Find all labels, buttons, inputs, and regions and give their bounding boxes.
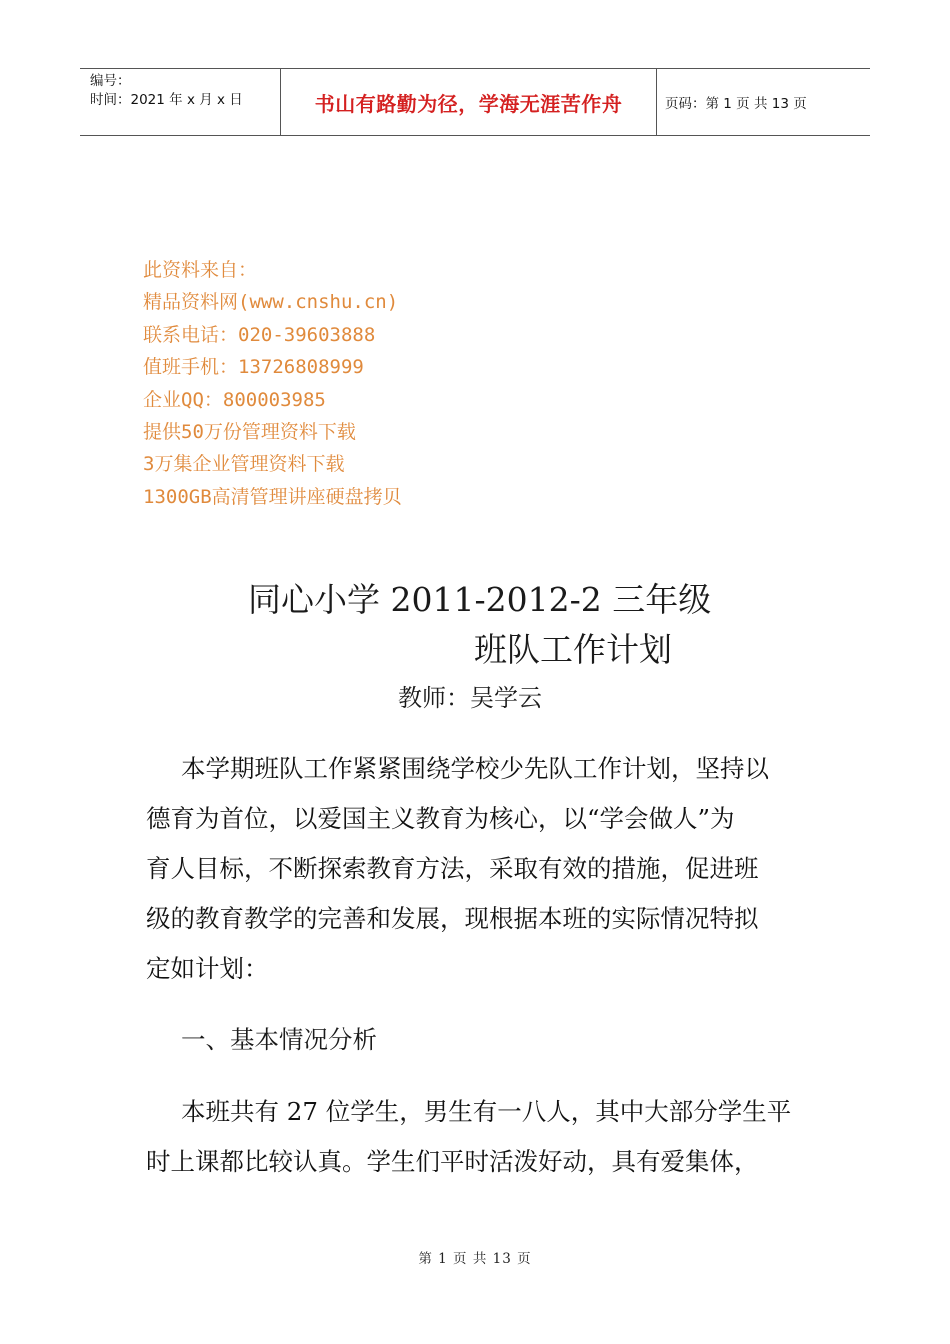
page-info: 页码：第 1 页 共 13 页 — [665, 96, 807, 112]
number-label: 编号： — [90, 73, 131, 89]
paragraph-line: 时上课都比较认真。学生们平时活泼好动，具有爱集体， — [146, 1147, 759, 1176]
source-info-block — [143, 254, 402, 513]
section-heading: 一、基本情况分析 — [181, 1025, 377, 1054]
info-line: 此资料来自： — [143, 259, 258, 281]
info-line: 3万集企业管理资料下载 — [143, 453, 345, 476]
page-footer: 第 1 页 共 13 页 — [418, 1251, 532, 1267]
motto-text: 书山有路勤为径，学海无涯苦作舟 — [314, 91, 623, 116]
paragraph-line: 德育为首位，以爱国主义教育为核心，以“学会做人”为 — [146, 804, 735, 833]
teacher-name: 教师：吴学云 — [398, 684, 542, 712]
paragraph-line: 本班共有 27 位学生，男生有一八人，其中大部分学生平 — [181, 1097, 792, 1126]
info-line: 值班手机：13726808999 — [143, 356, 364, 379]
paragraph-line: 育人目标，不断探索教育方法，采取有效的措施，促进班 — [146, 854, 759, 883]
analysis-paragraph — [146, 1087, 816, 1187]
info-line: 企业QQ：800003985 — [143, 388, 326, 411]
header-page-cell — [657, 69, 870, 135]
intro-paragraph — [146, 744, 816, 994]
document-title: 同心小学 2011-2012-2 三年级 — [248, 580, 712, 619]
info-line: 联系电话：020-39603888 — [143, 323, 376, 346]
paragraph-line: 级的教育教学的完善和发展，现根据本班的实际情况特拟 — [146, 904, 759, 933]
document-header — [80, 68, 870, 136]
info-line: 精品资料网(www.cnshu.cn) — [143, 291, 399, 314]
info-line: 提供50万份管理资料下载 — [143, 421, 356, 444]
paragraph-line: 本学期班队工作紧紧围绕学校少先队工作计划，坚持以 — [181, 754, 769, 783]
header-motto-cell — [281, 69, 657, 135]
document-subtitle: 班队工作计划 — [474, 630, 672, 669]
header-meta-cell — [80, 69, 281, 135]
time-label: 时间：2021 年 x 月 x 日 — [90, 92, 243, 108]
paragraph-line: 定如计划： — [146, 954, 269, 983]
info-line: 1300GB高清管理讲座硬盘拷贝 — [143, 485, 402, 508]
